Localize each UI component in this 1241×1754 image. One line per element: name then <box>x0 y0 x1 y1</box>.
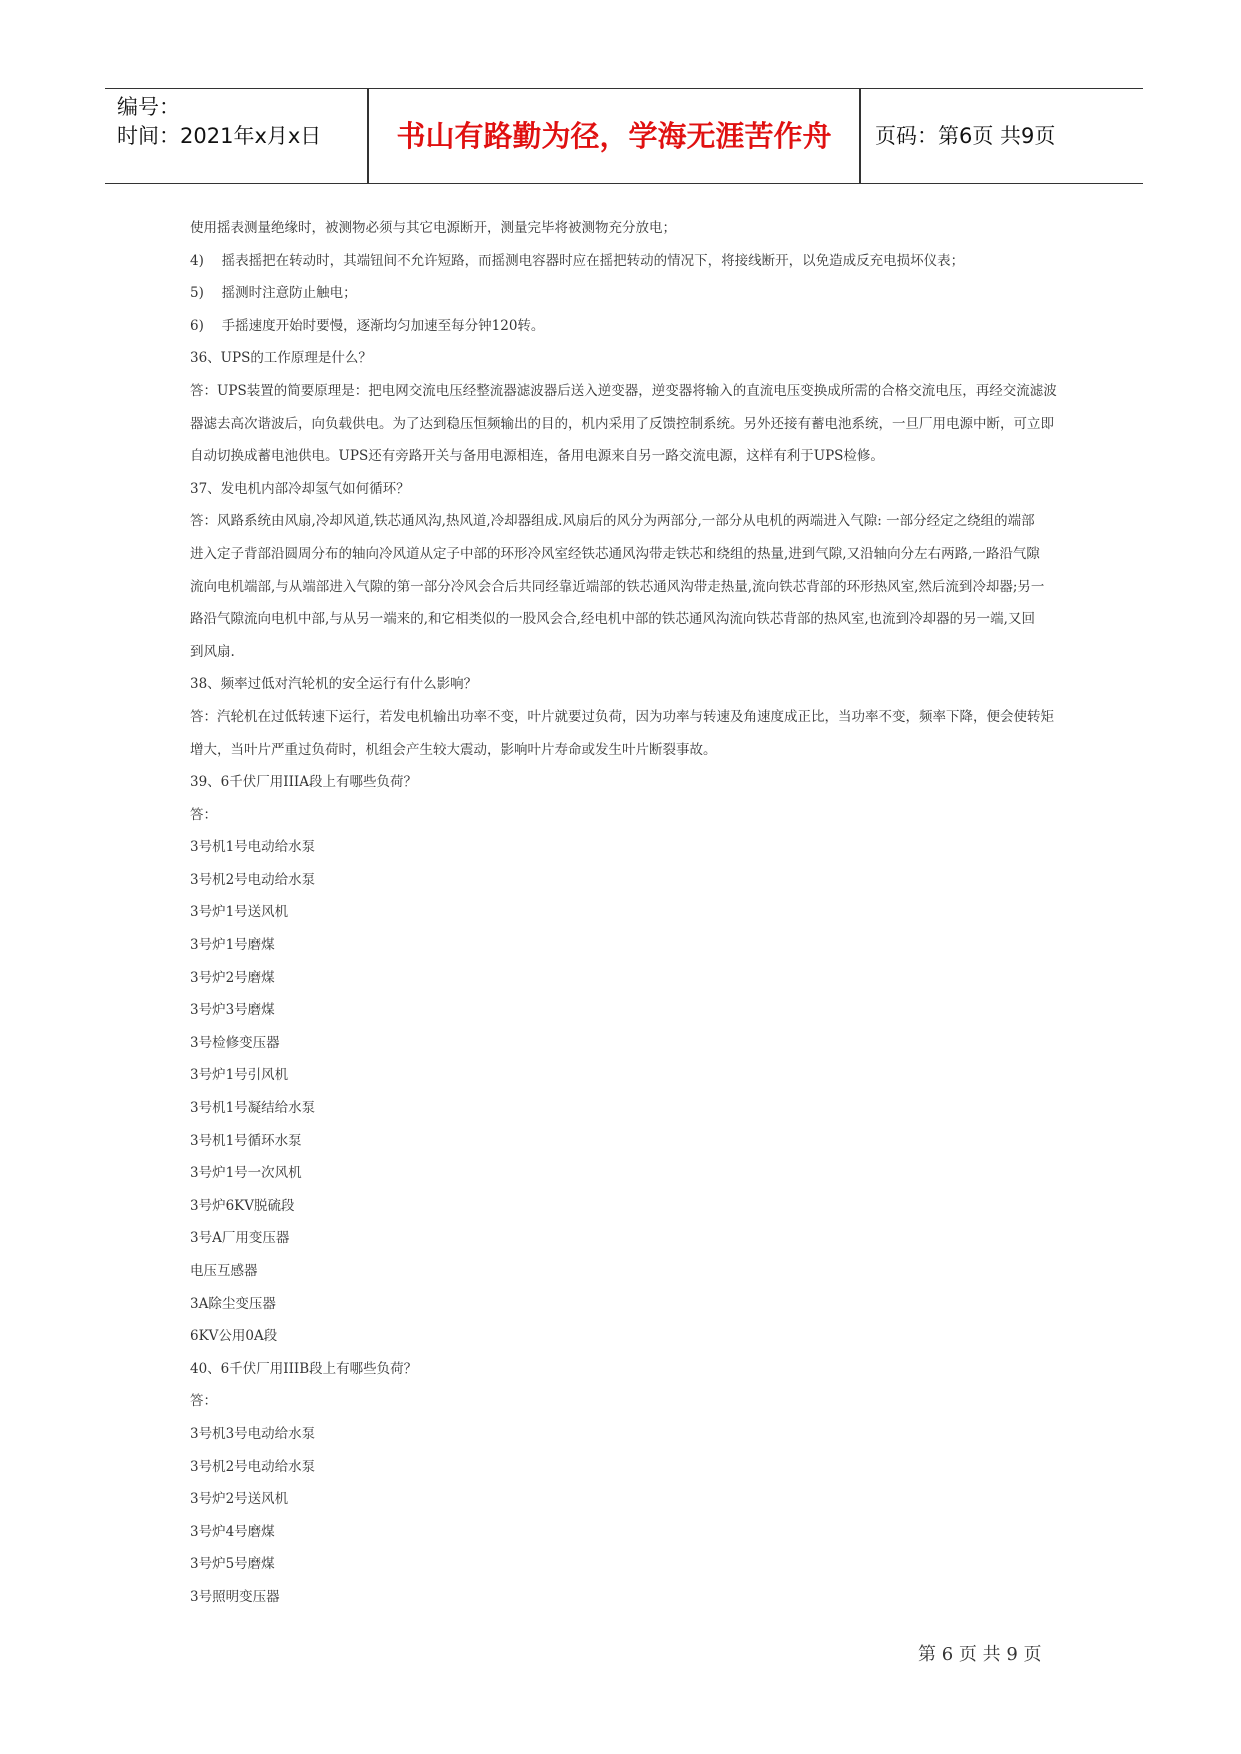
text-line: 答： <box>190 1393 217 1410</box>
text-line: 3号机1号凝结给水泵 <box>190 1100 316 1117</box>
header-motto: 书山有路勤为径，学海无涯苦作舟 <box>396 119 832 153</box>
text-line: 3号炉1号磨煤 <box>190 937 275 954</box>
header-page-number: 页码：第6页 共9页 <box>875 124 1056 148</box>
document-body <box>190 212 1070 1614</box>
page-header <box>105 88 1143 184</box>
text-line: 38、频率过低对汽轮机的安全运行有什么影响？ <box>190 676 478 693</box>
document-time-label: 时间：2021年x月x日 <box>117 124 322 148</box>
text-line: 3号炉2号磨煤 <box>190 969 275 986</box>
header-info <box>117 93 367 151</box>
text-line: 答：汽轮机在过低转速下运行，若发电机输出功率不变，叶片就要过负荷，因为功率与转速及角速度成正比，当功率不变，频率下降，便会使转矩 <box>190 708 1054 725</box>
text-line: 3号机3号电动给水泵 <box>190 1425 316 1442</box>
text-line: 3号炉5号磨煤 <box>190 1556 275 1573</box>
text-line: 5) 摇测时注意防止触电； <box>190 285 357 302</box>
text-line: 流向电机端部,与从端部进入气隙的第一部分冷风会合后共同经靠近端部的铁芯通风沟带走热量,流向铁芯背部的环形热风室,然后流到冷却器;另一 <box>190 578 1045 595</box>
text-line: 3A除尘变压器 <box>190 1295 276 1312</box>
text-line: 4) 摇表摇把在转动时，其端钮间不允许短路，而摇测电容器时应在摇把转动的情况下，将接线断开，以免造成反充电损坏仪表； <box>190 252 965 269</box>
text-line: 增大，当叶片严重过负荷时，机组会产生较大震动，影响叶片寿命或发生叶片断裂事故。 <box>190 741 717 758</box>
text-line: 3号炉1号送风机 <box>190 904 289 921</box>
text-line: 3号机2号电动给水泵 <box>190 871 316 888</box>
text-line: 3号机2号电动给水泵 <box>190 1458 316 1475</box>
text-line: 进入定子背部沿圆周分布的轴向冷风道从定子中部的环形冷风室经铁芯通风沟带走铁芯和绕组的热量,进到气隙,又沿轴向分左右两路,一路沿气隙 <box>190 545 1040 562</box>
text-line: 40、6千伏厂用IIIB段上有哪些负荷？ <box>190 1360 418 1377</box>
text-line: 6KV公用0A段 <box>190 1328 278 1345</box>
text-line: 路沿气隙流向电机中部,与从另一端来的,和它相类似的一股风会合,经电机中部的铁芯通风沟流向铁芯背部的热风室,也流到冷却器的另一端,又回 <box>190 611 1035 628</box>
text-line: 6) 手摇速度开始时要慢，逐渐均匀加速至每分钟120转。 <box>190 317 545 334</box>
text-line: 使用摇表测量绝缘时，被测物必须与其它电源断开，测量完毕将被测物充分放电； <box>190 220 676 236</box>
text-line: 37、发电机内部冷却氢气如何循环？ <box>190 480 410 497</box>
text-line: 3号炉6KV脱硫段 <box>190 1197 295 1214</box>
text-line: 3号检修变压器 <box>190 1034 280 1051</box>
text-line: 3号炉1号一次风机 <box>190 1165 302 1182</box>
text-line: 答： <box>190 806 217 823</box>
text-line: 3号炉4号磨煤 <box>190 1523 275 1540</box>
text-line: 3号炉3号磨煤 <box>190 1002 275 1019</box>
text-line: 3号A厂用变压器 <box>190 1230 290 1247</box>
text-line: 39、6千伏厂用IIIA段上有哪些负荷？ <box>190 774 418 791</box>
text-line: 3号照明变压器 <box>190 1588 280 1605</box>
text-line: 3号机1号电动给水泵 <box>190 839 316 856</box>
text-line: 答：UPS装置的简要原理是：把电网交流电压经整流器滤波器后送入逆变器，逆变器将输入的直流电压变换成所需的合格交流电压，再经交流滤波 <box>190 382 1057 399</box>
text-line: 36、UPS的工作原理是什么？ <box>190 350 372 367</box>
text-line: 答：风路系统由风扇,冷却风道,铁芯通风沟,热风道,冷却器组成.风扇后的风分为两部分,一部分从电机的两端进入气隙: 一部分经定之绕组的端部 <box>190 513 1035 530</box>
text-line: 3号炉1号引风机 <box>190 1067 289 1084</box>
text-line: 3号炉2号送风机 <box>190 1491 289 1508</box>
page-footer: 第 6 页 共 9 页 <box>918 1644 1042 1665</box>
text-line: 电压互感器 <box>190 1263 258 1279</box>
text-line: 自动切换成蓄电池供电。UPS还有旁路开关与备用电源相连，备用电源来自另一路交流电源，这样有利于UPS检修。 <box>190 448 884 465</box>
header-divider <box>859 89 861 183</box>
text-line: 3号机1号循环水泵 <box>190 1132 302 1149</box>
document-number-label: 编号： <box>117 95 180 119</box>
text-line: 器滤去高次谐波后，向负载供电。为了达到稳压恒频输出的目的，机内采用了反馈控制系统。另外还接有蓄电池系统，一旦厂用电源中断，可立即 <box>190 415 1054 432</box>
text-line: 到风扇. <box>190 643 235 660</box>
